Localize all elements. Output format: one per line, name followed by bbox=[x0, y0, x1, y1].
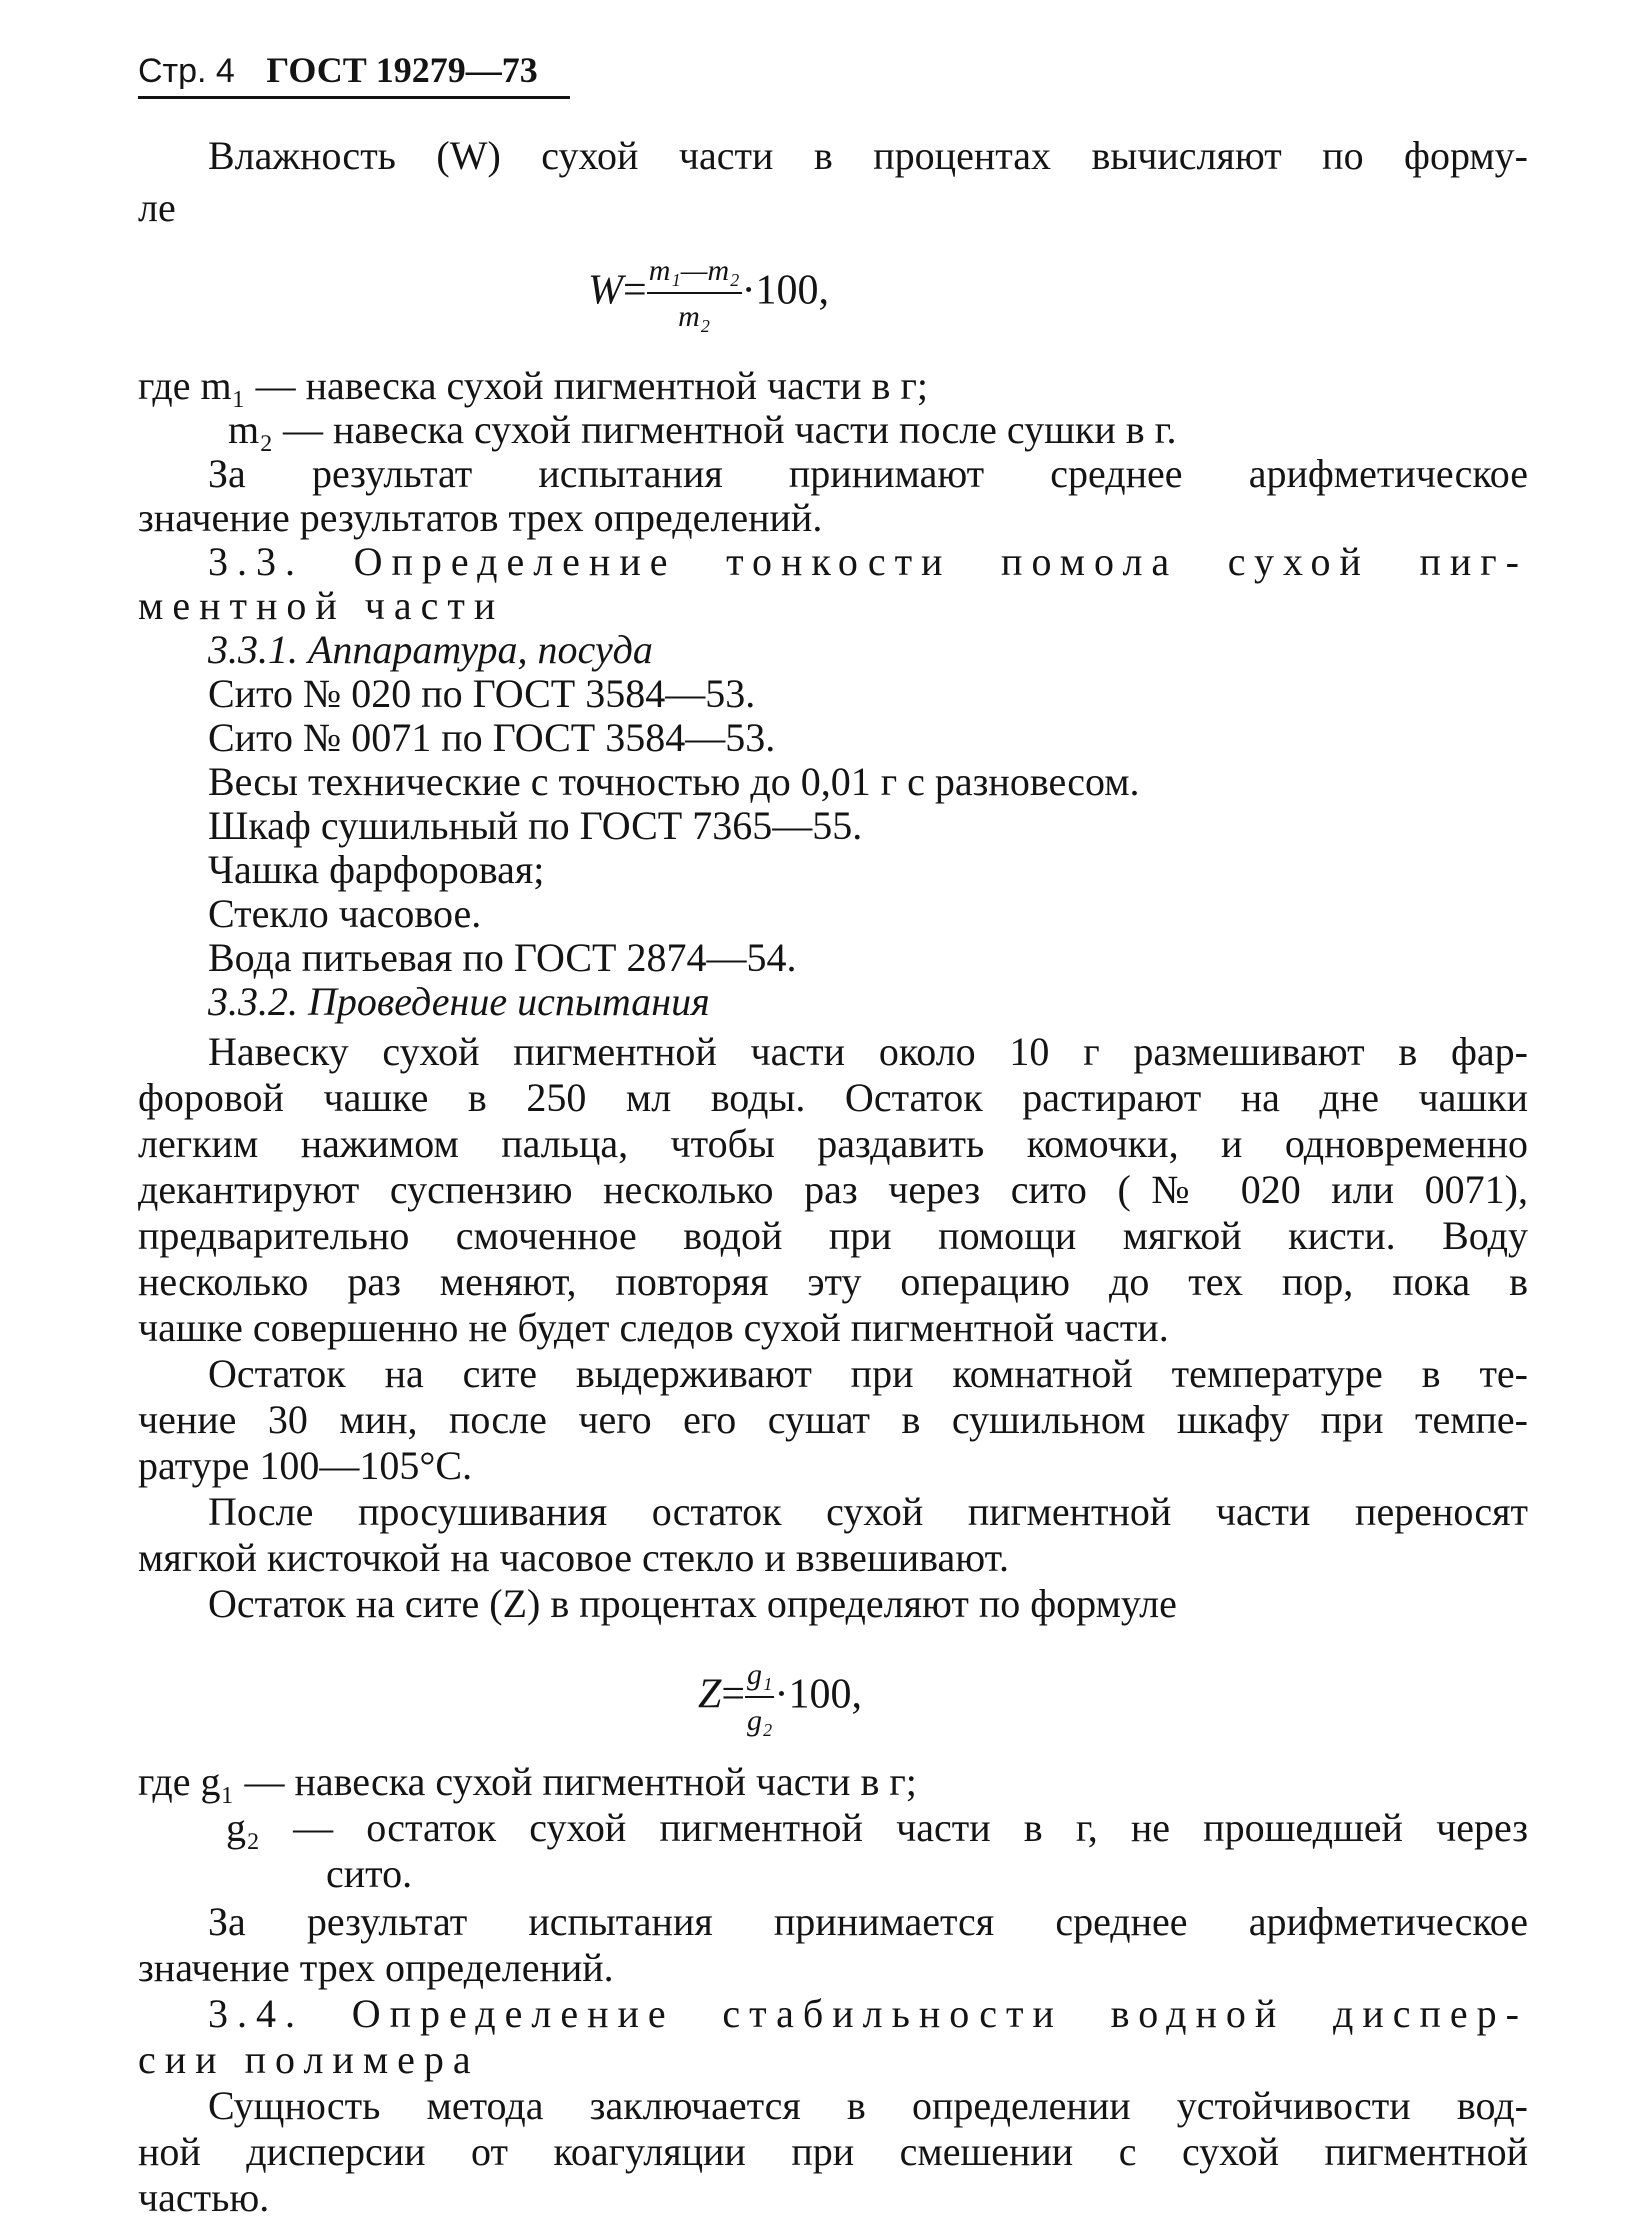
paragraph-line: декантируют суспензию несколько раз через сито (№ 020 или 0071), bbox=[138, 1167, 1528, 1212]
fraction-numerator: g₁ bbox=[745, 1656, 774, 1698]
formula-eq: = bbox=[721, 1671, 746, 1718]
subsection-heading-3-3-2: 3.3.2. Проведение испытания bbox=[208, 979, 710, 1024]
definition-line: сито. bbox=[326, 1851, 413, 1896]
definition-line: g₂ — остаток сухой пигментной части в г, не прошедшей через bbox=[226, 1805, 1528, 1850]
paragraph-line: ратуре 100—105°С. bbox=[138, 1443, 473, 1488]
fraction-denominator: m₂ bbox=[678, 300, 711, 333]
paragraph-line: мягкой кисточкой на часовое стекло и взвешивают. bbox=[138, 1535, 1010, 1580]
paragraph-line: чение 30 мин, после чего его сушат в сушильном шкафу при темпе- bbox=[138, 1397, 1528, 1442]
paragraph-line: Остаток на сите (Z) в процентах определяют по формуле bbox=[208, 1581, 1177, 1626]
paragraph-line: чашке совершенно не будет следов сухой пигментной части. bbox=[138, 1305, 1169, 1350]
paragraph-line: ной дисперсии от коагуляции при смешении с сухой пигментной bbox=[138, 2129, 1528, 2174]
formula-tail: ·100, bbox=[774, 1671, 862, 1718]
list-item: Чашка фарфоровая; bbox=[208, 847, 545, 892]
page-number: Стр. 4 bbox=[138, 52, 235, 90]
formula-w bbox=[588, 252, 829, 336]
section-heading-3-3-cont: ментной части bbox=[138, 583, 505, 628]
paragraph-line: значение результатов трех определений. bbox=[138, 495, 823, 540]
paragraph-line: Навеску сухой пигментной части около 10 г размешивают в фар- bbox=[208, 1029, 1528, 1074]
definition-line: где m₁ — навеска сухой пигментной части в г; bbox=[138, 363, 928, 408]
list-item: Вода питьевая по ГОСТ 2874—54. bbox=[208, 935, 797, 980]
subsection-heading-3-3-1: 3.3.1. Аппаратура, посуда bbox=[208, 627, 653, 672]
paragraph-line: За результат испытания принимается среднее арифметическое bbox=[208, 1899, 1528, 1944]
paragraph-line: частью. bbox=[138, 2175, 270, 2220]
paragraph-line: После просушивания остаток сухой пигментной части переносят bbox=[208, 1489, 1528, 1534]
paragraph-line: значение трех определений. bbox=[138, 1945, 614, 1990]
definition-line: где g₁ — навеска сухой пигментной части в г; bbox=[138, 1759, 917, 1804]
paragraph-line: предварительно смоченное водой при помощи мягкой кисти. Воду bbox=[138, 1213, 1528, 1258]
section-heading-3-4: 3.4. Определение стабильности водной диспер- bbox=[208, 1991, 1528, 2036]
formula-fraction bbox=[745, 1656, 774, 1740]
formula-eq: = bbox=[623, 267, 647, 314]
header-rule bbox=[138, 96, 570, 99]
section-heading-3-3: 3.3. Определение тонкости помола сухой пиг- bbox=[208, 539, 1528, 584]
paragraph-line: ле bbox=[138, 185, 176, 230]
list-item: Сито № 020 по ГОСТ 3584—53. bbox=[208, 671, 756, 716]
paragraph-line: Влажность (W) сухой части в процентах вычисляют по форму- bbox=[208, 133, 1528, 178]
formula-lhs: W bbox=[588, 267, 623, 314]
fraction-numerator: m₁—m₂ bbox=[647, 252, 742, 294]
formula-tail: ·100, bbox=[741, 267, 830, 314]
paragraph-line: легким нажимом пальца, чтобы раздавить комочки, и одновременно bbox=[138, 1121, 1528, 1166]
paragraph-line: Остаток на сите выдерживают при комнатной температуре в те- bbox=[208, 1351, 1528, 1396]
paragraph-line: несколько раз меняют, повторяя эту операцию до тех пор, пока в bbox=[138, 1259, 1528, 1304]
paragraph-line: За результат испытания принимают среднее арифметическое bbox=[208, 451, 1528, 496]
standard-number: ГОСТ 19279—73 bbox=[266, 50, 538, 90]
list-item: Весы технические с точностью до 0,01 г с разновесом. bbox=[208, 759, 1140, 804]
list-item: Шкаф сушильный по ГОСТ 7365—55. bbox=[208, 803, 863, 848]
formula-lhs: Z bbox=[698, 1671, 722, 1718]
formula-z bbox=[698, 1656, 862, 1740]
list-item: Сито № 0071 по ГОСТ 3584—53. bbox=[208, 715, 776, 760]
list-item: Стекло часовое. bbox=[208, 891, 482, 936]
definition-line: m₂ — навеска сухой пигментной части после сушки в г. bbox=[228, 407, 1177, 452]
section-heading-3-4-cont: сии полимера bbox=[138, 2037, 480, 2082]
fraction-denominator: g₂ bbox=[747, 1704, 773, 1737]
page-header bbox=[138, 48, 538, 93]
paragraph-line: Сущность метода заключается в определении устойчивости вод- bbox=[208, 2083, 1528, 2128]
formula-fraction bbox=[647, 252, 742, 336]
paragraph-line: форовой чашке в 250 мл воды. Остаток растирают на дне чашки bbox=[138, 1075, 1528, 1120]
